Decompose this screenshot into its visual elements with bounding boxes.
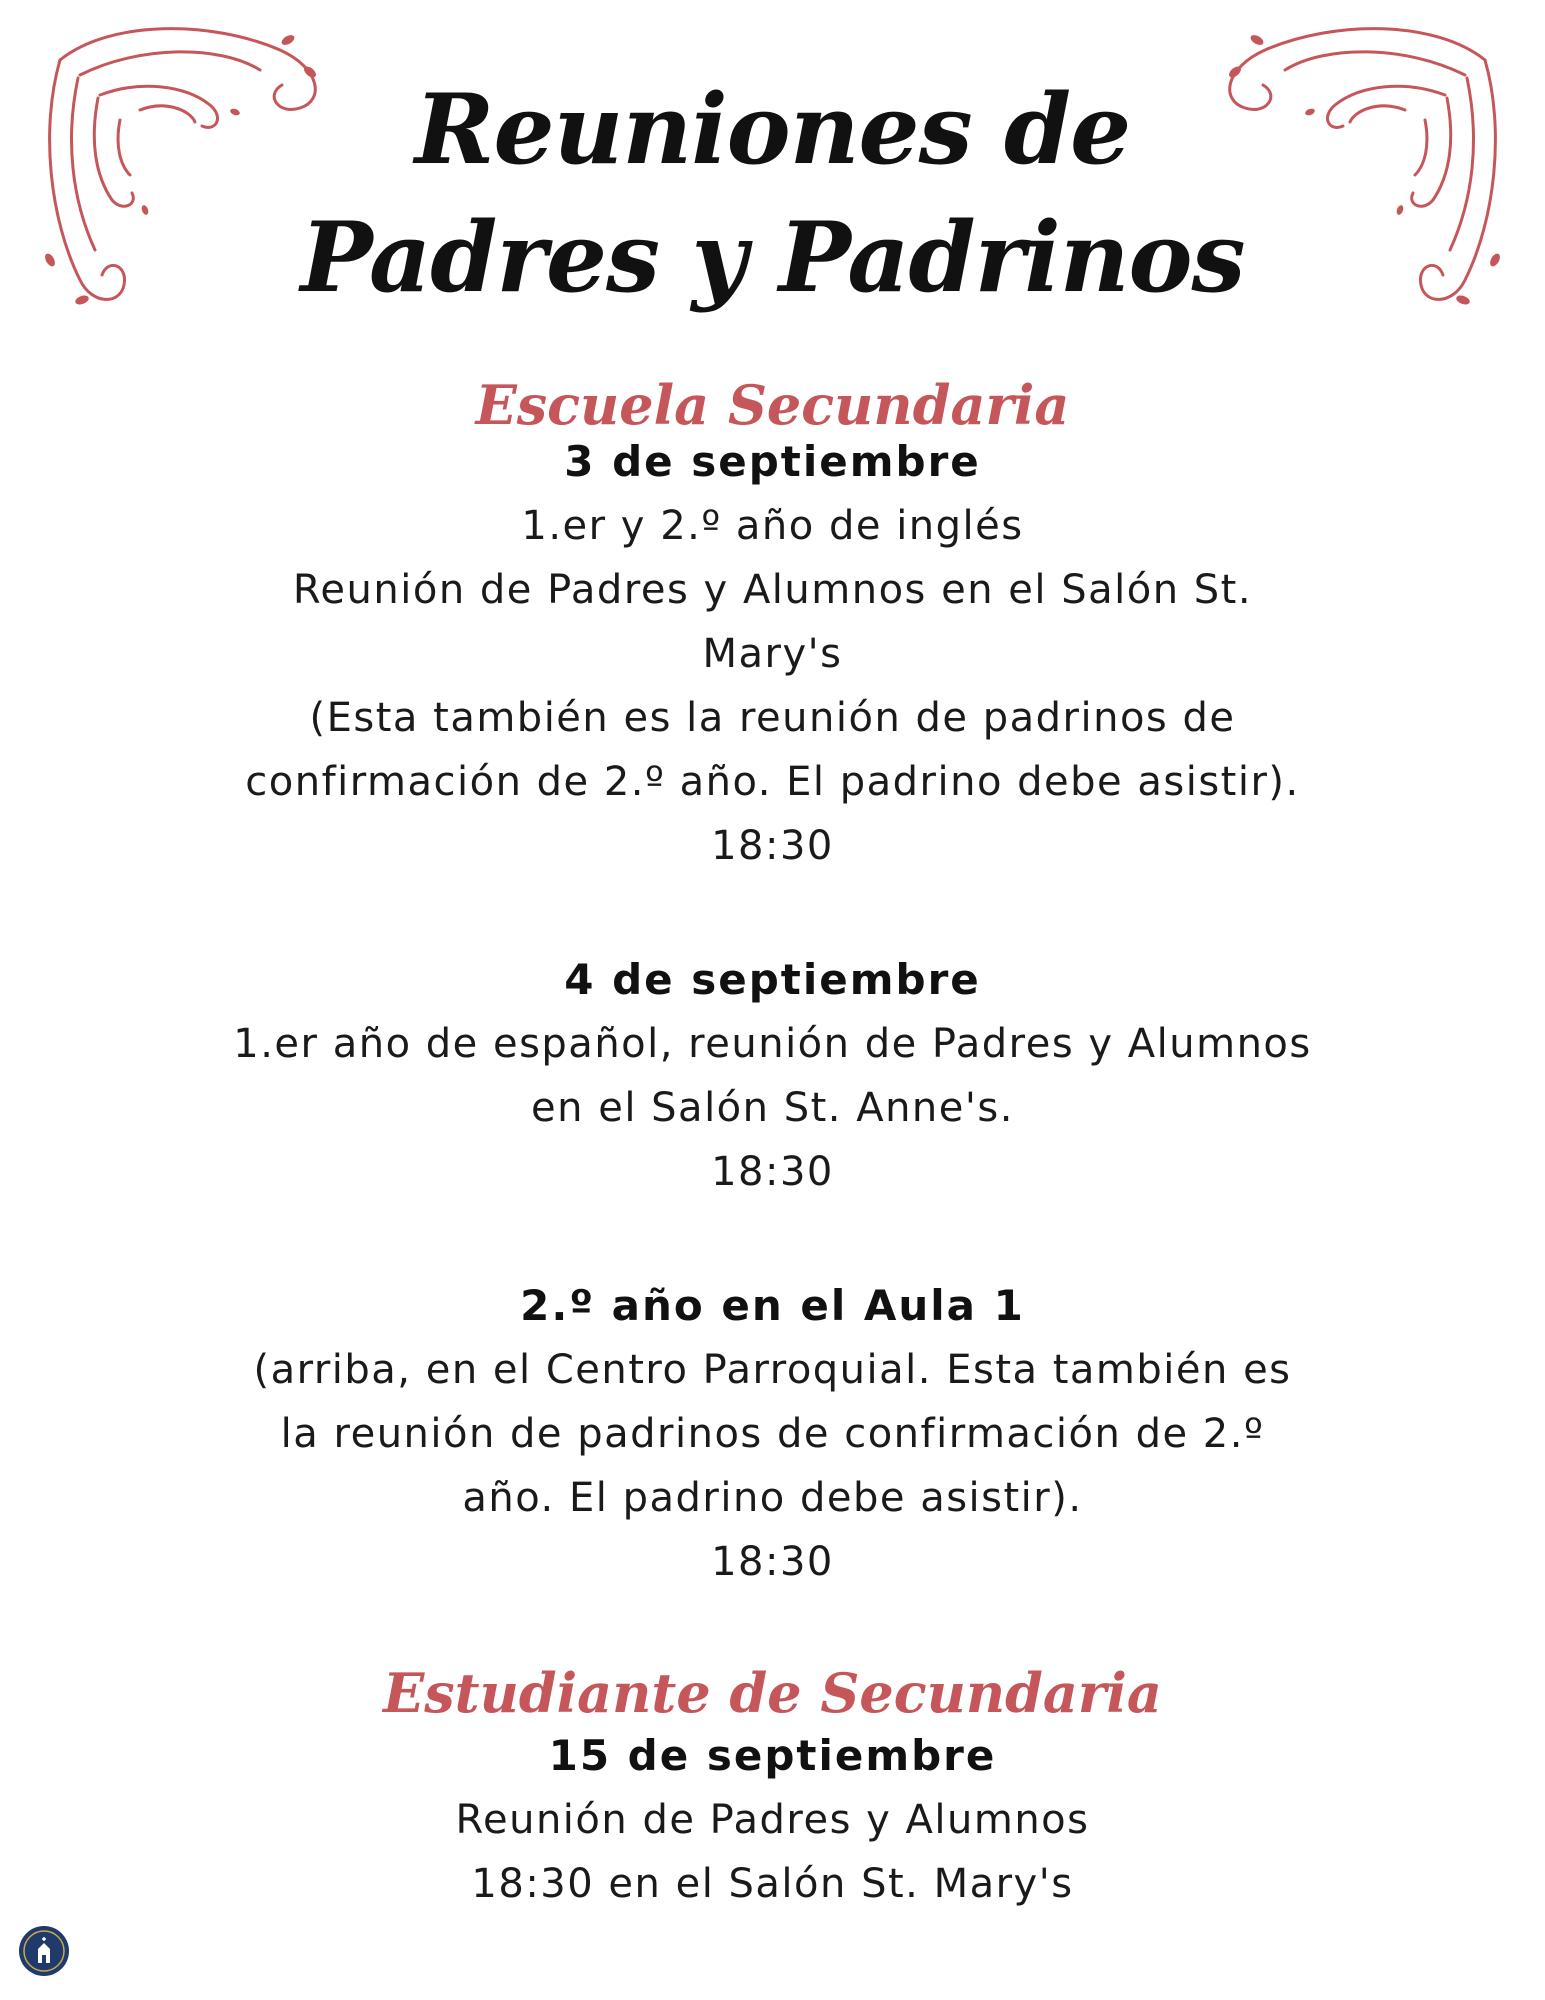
parish-seal-icon [18, 1925, 70, 1977]
event-line: confirmación de 2.º año. El padrino debe asistir). [245, 759, 1300, 805]
event-time: 18:30 [711, 823, 834, 869]
page-title-line-2: Padres y Padrinos [300, 201, 1245, 314]
section-heading-escuela-secundaria: Escuela Secundaria [475, 373, 1070, 437]
event-date: 15 de septiembre [548, 1731, 997, 1780]
event-date: 4 de septiembre [564, 955, 981, 1004]
event-block [0, 1724, 1545, 1916]
event-line: en el Salón St. Anne's. [531, 1085, 1014, 1131]
event-date: 3 de septiembre [564, 437, 981, 486]
event-line: (Esta también es la reunión de padrinos de [309, 695, 1236, 741]
event-line: Reunión de Padres y Alumnos [455, 1797, 1090, 1843]
event-block [0, 1274, 1545, 1594]
event-line: (arriba, en el Centro Parroquial. Esta también es [253, 1347, 1292, 1393]
event-line: la reunión de padrinos de confirmación de 2.º [280, 1411, 1265, 1457]
event-line: 18:30 en el Salón St. Mary's [471, 1861, 1074, 1907]
event-time: 18:30 [711, 1539, 834, 1585]
event-line: Reunión de Padres y Alumnos en el Salón St. [292, 567, 1253, 613]
event-block [0, 430, 1545, 878]
event-line: año. El padrino debe asistir). [462, 1475, 1083, 1521]
event-date: 2.º año en el Aula 1 [520, 1281, 1025, 1330]
section-heading-estudiante-de-secundaria: Estudiante de Secundaria [383, 1661, 1162, 1725]
event-line: Mary's [702, 631, 843, 677]
event-time: 18:30 [711, 1149, 834, 1195]
event-block [0, 948, 1545, 1204]
event-line: 1.er y 2.º año de inglés [521, 503, 1024, 549]
event-line: 1.er año de español, reunión de Padres y Alumnos [233, 1021, 1312, 1067]
page-title-line-1: Reuniones de [414, 73, 1131, 186]
